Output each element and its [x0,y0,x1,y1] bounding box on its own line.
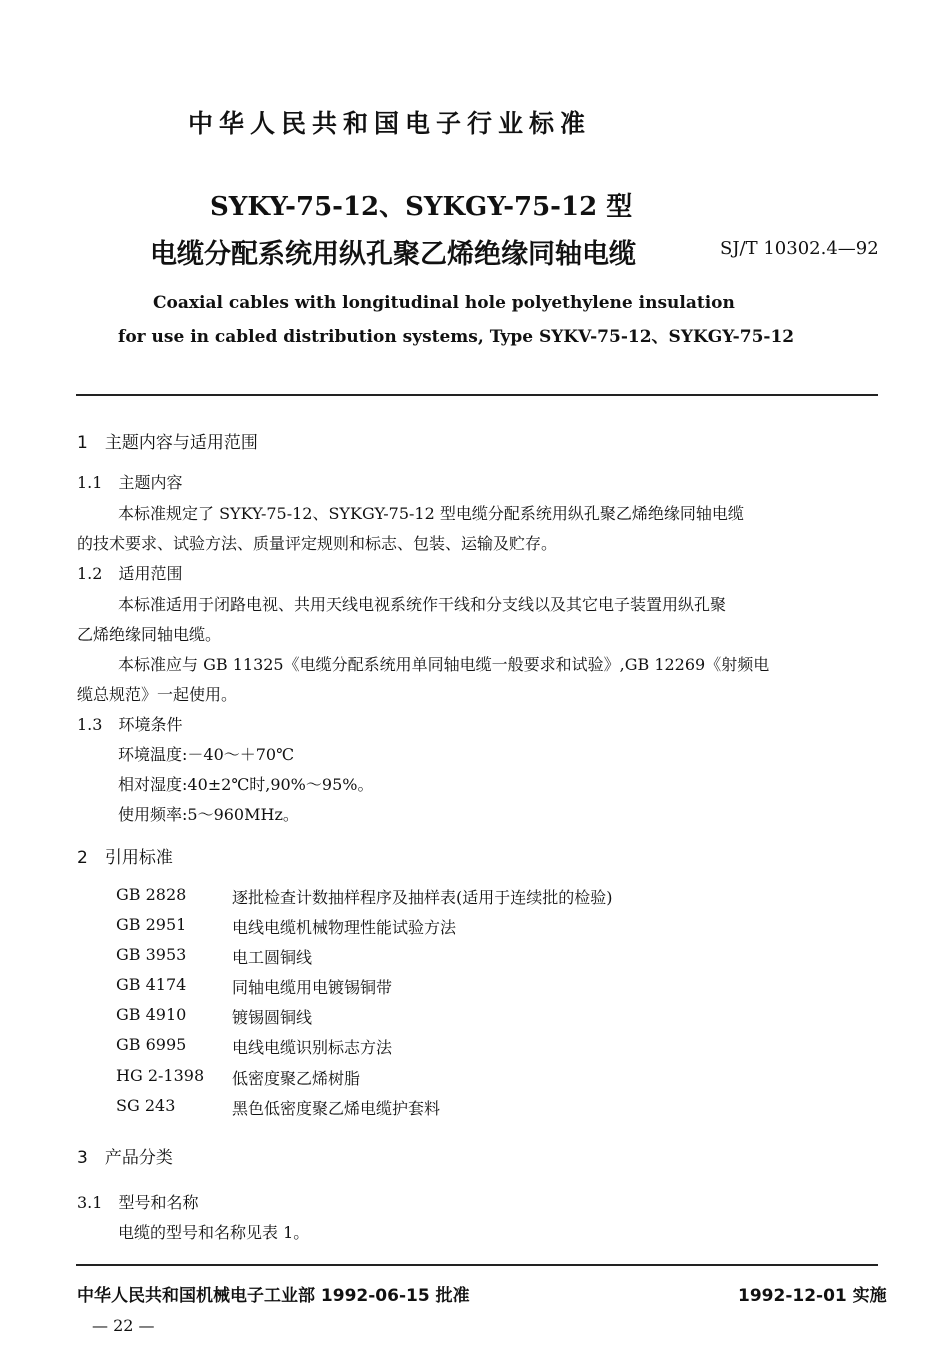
header-divider [76,394,878,396]
section-1-1-paragraph-line-2: 的技术要求、试验方法、质量评定规则和标志、包装、运输及贮存。 [77,534,558,553]
reference-code: GB 4174 [116,975,187,994]
section-3-heading: 3 产品分类 [77,1148,173,1168]
section-3-1-heading: 3.1 型号和名称 [77,1193,199,1212]
reference-title: 电线电缆机械物理性能试验方法 [232,918,457,937]
section-1-3-heading: 1.3 环境条件 [77,715,183,734]
reference-code: SG 243 [116,1096,176,1115]
reference-code: GB 4910 [116,1005,187,1024]
reference-title: 低密度聚乙烯树脂 [232,1069,361,1088]
section-1-1-paragraph-line-1: 本标准规定了 SYKY-75-12、SYKGY-75-12 型电缆分配系统用纵孔聚乙烯绝缘同轴电缆 [118,504,744,523]
english-title-line-2: for use in cabled distribution systems, Type SYKV-75-12、SYKGY-75-12 [118,327,795,347]
standard-number: SJ/T 10302.4—92 [720,238,879,259]
section-1-heading: 1 主题内容与适用范围 [77,433,258,453]
reference-code: HG 2-1398 [116,1066,205,1085]
reference-code: GB 3953 [116,945,187,964]
reference-code: GB 6995 [116,1035,187,1054]
implementation-date: 1992-12-01 实施 [738,1286,887,1306]
document-title-chinese: 电缆分配系统用纵孔聚乙烯绝缘同轴电缆 [150,239,636,270]
reference-title: 电工圆铜线 [232,948,313,967]
section-1-1-heading: 1.1 主题内容 [77,473,183,492]
section-1-2-paragraph-1-line-1: 本标准适用于闭路电视、共用天线电视系统作干线和分支线以及其它电子装置用纵孔聚 [118,595,727,614]
reference-title: 黑色低密度聚乙烯电缆护套料 [232,1099,441,1118]
section-1-2-paragraph-2-line-2: 缆总规范》一起使用。 [77,685,238,704]
page-number: — 22 — [92,1316,155,1335]
section-1-2-paragraph-2-line-1: 本标准应与 GB 11325《电缆分配系统用单同轴电缆一般要求和试验》,GB 12269《射频电 [118,655,770,674]
reference-title: 镀锡圆铜线 [232,1008,313,1027]
environment-humidity: 相对湿度:40±2℃时,90%～95%。 [118,775,374,794]
reference-title: 逐批检查计数抽样程序及抽样表(适用于连续批的检验) [232,888,613,907]
section-1-2-paragraph-1-line-2: 乙烯绝缘同轴电缆。 [77,625,222,644]
reference-code: GB 2951 [116,915,187,934]
environment-temperature: 环境温度:－40～＋70℃ [118,745,295,764]
footer-divider [76,1264,878,1266]
english-title-line-1: Coaxial cables with longitudinal hole polyethylene insulation [153,293,735,313]
reference-title: 电线电缆识别标志方法 [232,1038,393,1057]
reference-code: GB 2828 [116,885,187,904]
environment-frequency: 使用频率:5～960MHz。 [118,805,299,824]
section-3-1-paragraph: 电缆的型号和名称见表 1。 [118,1223,310,1242]
document-title-models: SYKY-75-12、SYKGY-75-12 型 [210,192,633,222]
section-2-heading: 2 引用标准 [77,848,173,868]
approval-statement: 中华人民共和国机械电子工业部 1992-06-15 批准 [77,1286,470,1306]
section-1-2-heading: 1.2 适用范围 [77,564,183,583]
issuing-organization: 中华人民共和国电子行业标准 [188,109,592,138]
reference-title: 同轴电缆用电镀锡铜带 [232,978,393,997]
